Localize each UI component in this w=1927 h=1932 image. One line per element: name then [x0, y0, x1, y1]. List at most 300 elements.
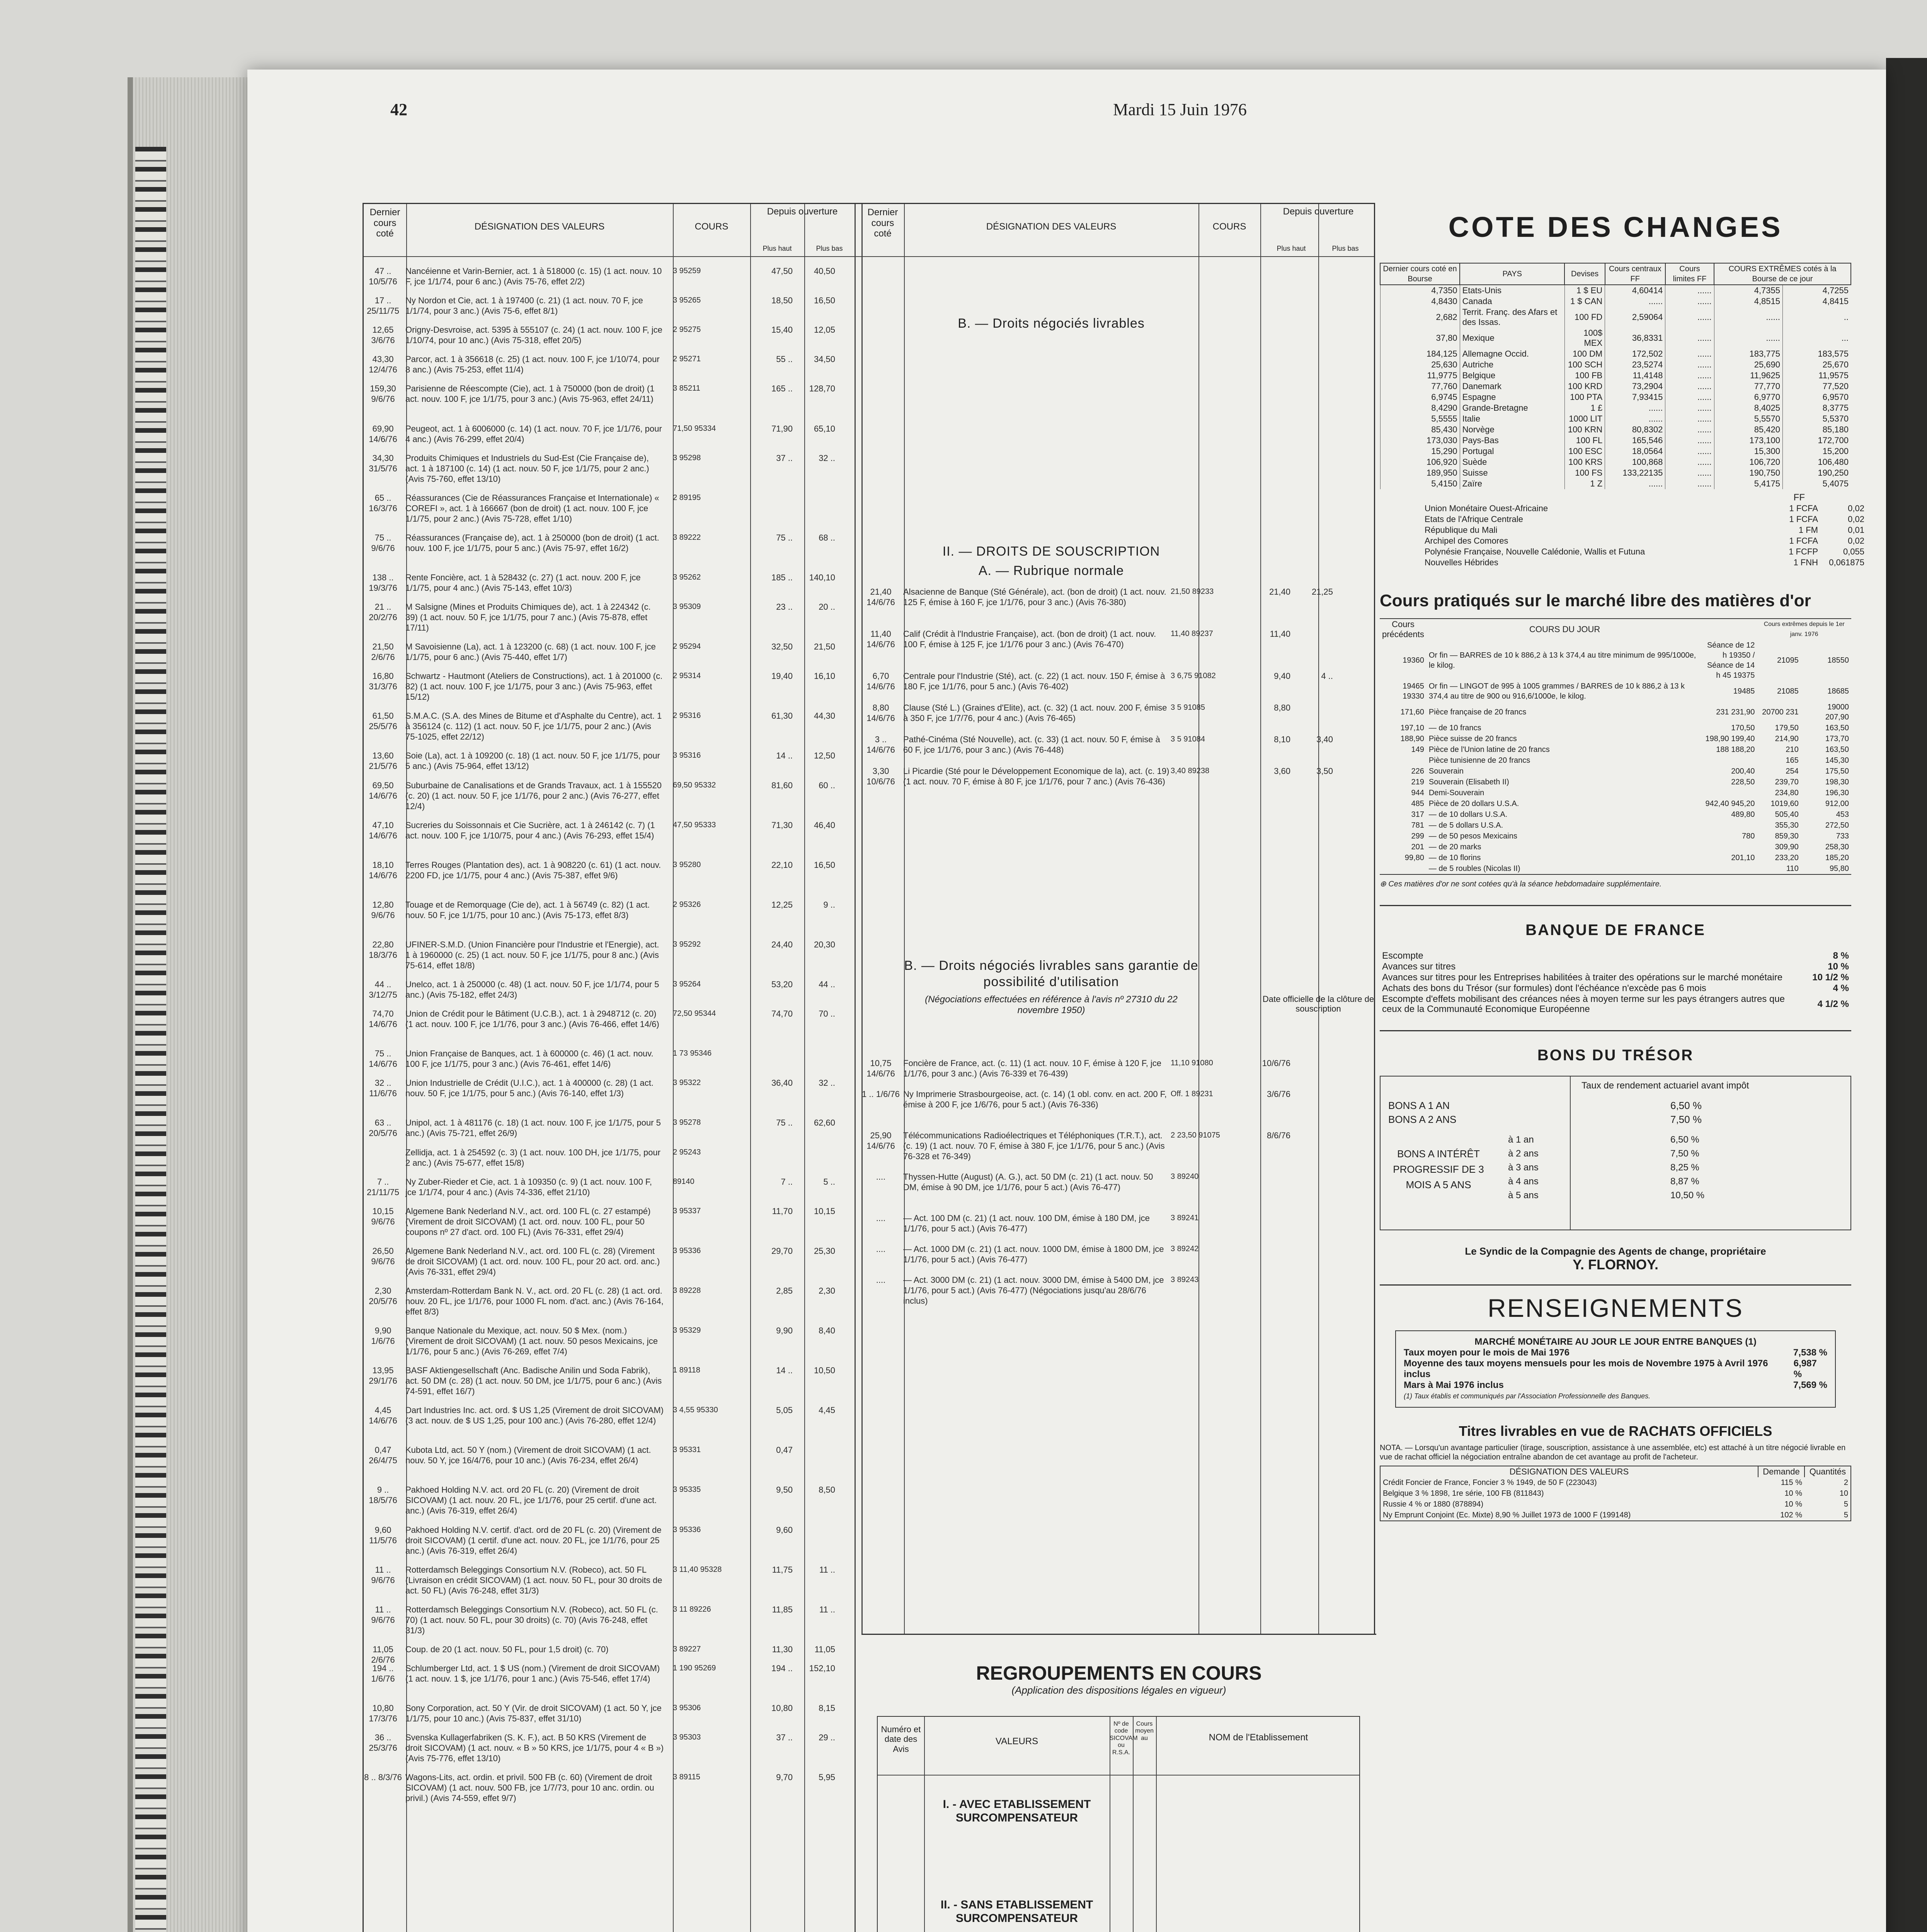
regroupements-panel: [861, 1634, 1376, 1932]
changes-cell: 106,720: [1714, 457, 1782, 468]
stock-code: 3 89227: [673, 1645, 701, 1653]
gold-cell: 198,90 199,40: [1705, 735, 1755, 743]
changes-cell: 4,7350: [1380, 285, 1460, 296]
stock-code: 1 190 95269: [673, 1663, 716, 1672]
stock-low: 32 ..: [819, 453, 835, 463]
changes-cell: 183,775: [1714, 349, 1782, 359]
stock-code: 89140: [673, 1177, 695, 1186]
stock-date: 9,60 11/5/76: [369, 1525, 397, 1545]
gold-cell: 210: [1786, 745, 1799, 754]
zone-cell: 1 FCFA: [1789, 536, 1818, 546]
stock-high: 74,70: [771, 1009, 793, 1019]
b2-stock-title: — Act. 1000 DM (c. 21) (1 act. nouv. 1000 DM, émise à 1800 DM, jce 1/1/76, pour 5 act.) (Avis 76-477): [903, 1244, 1164, 1264]
changes-row: [1380, 328, 1851, 349]
zone-cell: 1 FCFA: [1789, 503, 1818, 513]
gold-cell: 99,80: [1404, 854, 1424, 862]
stock-low: 20 ..: [819, 602, 835, 612]
zone-cell: 1 FNH: [1793, 558, 1818, 567]
zone-cell: 1 FCFP: [1789, 547, 1818, 556]
changes-cell: ......: [1665, 349, 1714, 359]
rens-label: Moyenne des taux moyens mensuels pour les mois de Novembre 1975 à Avril 1976 inclus: [1404, 1358, 1768, 1379]
stock-high: 11,75: [772, 1565, 793, 1575]
gold-row: [1380, 723, 1851, 733]
changes-cell: ......: [1665, 424, 1714, 435]
col2-since-header: Depuis ouverture: [1283, 206, 1354, 217]
page-number: 42: [390, 100, 407, 119]
changes-cell: 4,7255: [1783, 285, 1851, 296]
gold-cell: 781: [1411, 821, 1424, 830]
right-stock-date: 11,40 14/6/76: [866, 629, 895, 649]
changes-row: [1380, 285, 1851, 296]
gold-cell: 226: [1411, 767, 1424, 776]
stock-title: Nancéienne et Varin-Bernier, act. 1 à 518000 (c. 15) (1 act. nouv. 10 F, jce 1/1/74, pour 6 anc.) (Avis 75-76, effet 2/2): [405, 266, 662, 286]
changes-cell: 77,760: [1380, 381, 1460, 392]
right-stock-code: 3,40 89238: [1171, 767, 1210, 775]
stock-code: 3 95309: [673, 602, 701, 611]
bdf-rate: 4 %: [1833, 983, 1849, 993]
stock-high: 61,30: [771, 711, 793, 721]
stock-high: 12,25: [771, 900, 793, 910]
gold-cell: 231 231,90: [1716, 708, 1755, 716]
stock-low: 4,45: [819, 1405, 835, 1415]
changes-cell: Espagne: [1460, 392, 1564, 403]
changes-cell: 190,750: [1714, 468, 1782, 478]
zone-cell: Polynésie Française, Nouvelle Calédonie, Wallis et Futuna: [1425, 547, 1645, 556]
rens-label: Mars à Mai 1976 inclus: [1404, 1380, 1504, 1390]
gold-cell: Demi-Souverain: [1428, 789, 1484, 797]
changes-cell: 2,682: [1380, 307, 1460, 328]
gold-row: [1380, 798, 1851, 809]
stock-low: 2,30: [819, 1286, 835, 1296]
stock-date: 9 .. 18/5/76: [369, 1485, 397, 1505]
gold-cell: 912,00: [1825, 799, 1849, 808]
stock-code: 3 95298: [673, 453, 701, 462]
stock-code: 3 11 89226: [673, 1605, 711, 1614]
gold-cell: 254: [1786, 767, 1799, 776]
stock-low: 44,30: [814, 711, 835, 721]
gold-row: [1380, 702, 1851, 723]
rachats-row: [1380, 1477, 1851, 1488]
stock-title: Origny-Desvroise, act. 5395 à 555107 (c. 24) (1 act. nouv. 100 F, jce 1/10/74, pour 10 anc.) (Avis 75-318, effet 20/5): [405, 325, 662, 345]
zone-cell: République du Mali: [1425, 525, 1498, 535]
prog-rate: 10,50 %: [1670, 1190, 1705, 1201]
right-stock-date: 3 .. 14/6/76: [866, 735, 895, 755]
changes-cell: 1 $ EU: [1564, 285, 1605, 296]
changes-cell: Italie: [1460, 413, 1564, 424]
gold-cell: [1703, 842, 1757, 852]
changes-cell: 100 ESC: [1564, 446, 1605, 457]
gold-row: [1380, 733, 1851, 744]
zone-row: [1422, 557, 1867, 568]
col-low-header: Plus bas: [816, 245, 843, 252]
gold-row: [1380, 766, 1851, 777]
b2-stock-date: 25,90 14/6/76: [866, 1131, 895, 1151]
stock-date: 16,80 31/3/76: [369, 671, 397, 692]
stock-date: 18,10 14/6/76: [369, 860, 397, 880]
stock-date: 12,80 9/6/76: [371, 900, 395, 920]
stock-code: 3 11,40 95328: [673, 1565, 722, 1574]
stock-code: 3 95303: [673, 1733, 701, 1742]
zone-cell: Etats de l'Afrique Centrale: [1425, 514, 1523, 524]
right-stock-low: 4 ..: [1321, 671, 1333, 681]
stock-high: 11,30: [772, 1644, 793, 1654]
stock-high: 37 ..: [776, 1733, 793, 1743]
changes-cell: 189,950: [1380, 468, 1460, 478]
gold-cell: 1019,60: [1770, 799, 1799, 808]
gold-cell: 201,10: [1731, 854, 1755, 862]
stock-low: 16,50: [814, 296, 835, 306]
stock-high: 7 ..: [781, 1177, 793, 1187]
gold-cell: Pièce de 20 dollars U.S.A.: [1428, 799, 1519, 808]
changes-cell: Portugal: [1460, 446, 1564, 457]
stock-high: 53,20: [771, 980, 793, 989]
changes-cell: ......: [1605, 478, 1665, 489]
rachats-nota: NOTA. — Lorsqu'un avantage particulier (tirage, souscription, assistance à une assemblée, etc) est attaché à un titre négocié livrable en vue de rachat officiel la négociation entraîne abandon de cet avantage au profit de l'acheteur.: [1380, 1444, 1846, 1461]
stock-high: 71,90: [771, 423, 793, 434]
page-date: Mardi 15 Juin 1976: [1113, 100, 1247, 119]
changes-cell: ......: [1665, 296, 1714, 307]
gold-cell: [1703, 787, 1757, 798]
stock-low: 5,95: [819, 1772, 835, 1782]
zone-cell: Union Monétaire Ouest-Africaine: [1425, 503, 1548, 513]
changes-row: [1380, 349, 1851, 359]
stock-title: Schlumberger Ltd, act. 1 $ US (nom.) (Virement de droit SICOVAM) (1 act. nouv. 1 $, jce 1/1/76, pour 1 anc.) (Avis 75-546, effet 17/4): [405, 1663, 660, 1684]
stock-code: 72,50 95344: [673, 1009, 716, 1018]
stock-code: 2 95275: [673, 325, 701, 334]
stock-code: 3 95292: [673, 940, 701, 949]
gold-cell: 780: [1742, 832, 1755, 840]
bdf-title: BANQUE DE FRANCE: [1525, 922, 1706, 939]
stock-date: 138 .. 19/3/76: [369, 572, 397, 593]
zone-row: [1422, 546, 1867, 557]
gold-cell: 505,40: [1775, 810, 1799, 819]
changes-cell: 4,60414: [1605, 285, 1665, 296]
zone-row: [1422, 536, 1867, 546]
zone-cell: 0,02: [1848, 536, 1864, 546]
col-last-header: Dernier cours coté: [369, 207, 400, 239]
right-stock-high: 8,80: [1274, 703, 1290, 713]
prog-rate: 6,50 %: [1670, 1134, 1699, 1145]
stock-high: 14 ..: [776, 751, 793, 761]
changes-header: Cours centraux FF: [1605, 263, 1665, 285]
stock-code: 47,50 95333: [673, 820, 716, 829]
changes-cell: 11,4148: [1605, 370, 1665, 381]
changes-cell: ......: [1665, 381, 1714, 392]
stock-code: 3 95331: [673, 1446, 701, 1454]
rens-note: (1) Taux établis et communiqués par l'Association Professionnelle des Banques.: [1404, 1392, 1651, 1400]
gold-row: [1380, 755, 1851, 766]
changes-cell: Mexique: [1460, 328, 1564, 349]
stock-date: 69,50 14/6/76: [369, 780, 397, 801]
stock-code: 3 95280: [673, 860, 701, 869]
changes-cell: 172,700: [1783, 435, 1851, 446]
stock-title: Rente Foncière, act. 1 à 528432 (c. 27) (1 act. nouv. 200 F, jce 1/1/75, pour 4 anc.) (Avis 75-143, effet 10/3): [405, 572, 641, 593]
bons-label: BONS A 2 ANS: [1388, 1114, 1457, 1125]
changes-cell: 100 PTA: [1564, 392, 1605, 403]
stock-date: 69,90 14/6/76: [369, 423, 397, 444]
gold-cell: [1703, 863, 1757, 874]
b2-stock-title: — Act. 100 DM (c. 21) (1 act. nouv. 100 DM, émise à 180 DM, jce 1/1/76, pour 5 act.) (Avis 76-477): [903, 1213, 1150, 1233]
stock-low: 128,70: [809, 384, 835, 394]
changes-cell: 5,5555: [1380, 413, 1460, 424]
rachats-row: [1380, 1510, 1851, 1521]
changes-cell: Grande-Bretagne: [1460, 403, 1564, 413]
stock-title: Ny Nordon et Cie, act. 1 à 197400 (c. 21) (1 act. nouv. 70 F, jce 1/1/74, pour 3 anc.) (Avis 75-6, effet 8/1): [405, 296, 643, 316]
regroupements-title: REGROUPEMENTS EN COURS: [976, 1662, 1262, 1684]
rachats-cell: 10 %: [1784, 1489, 1802, 1498]
listing-frame: [363, 203, 1375, 1932]
gold-cell: 453: [1836, 810, 1849, 819]
gold-note: ⊕ Ces matières d'or ne sont cotées qu'à la séance hebdomadaire supplémentaire.: [1380, 880, 1662, 888]
changes-table: [1380, 263, 1851, 489]
right-stock-low: 21,25: [1311, 587, 1333, 597]
stock-high: 71,30: [771, 820, 793, 830]
changes-cell: 15,300: [1714, 446, 1782, 457]
stock-code: 3 95322: [673, 1078, 701, 1087]
stock-title: Coup. de 20 (1 act. nouv. 50 FL, pour 1,5 droit) (c. 70): [405, 1644, 609, 1654]
gold-cell: Souverain (Elisabeth II): [1428, 778, 1509, 786]
right-stock-low: 3,40: [1316, 735, 1333, 744]
stock-code: 3 95336: [673, 1246, 701, 1255]
rens-row: [1404, 1358, 1827, 1380]
rens-rate: 7,569 %: [1793, 1380, 1827, 1390]
changes-row: [1380, 359, 1851, 370]
changes-cell: ......: [1665, 478, 1714, 489]
stock-high: 14 ..: [776, 1366, 793, 1376]
changes-cell: 25,690: [1714, 359, 1782, 370]
changes-cell: 7,93415: [1605, 392, 1665, 403]
rachats-cell: 10 %: [1784, 1500, 1802, 1509]
changes-cell: 100,868: [1605, 457, 1665, 468]
changes-cell: 11,9575: [1783, 370, 1851, 381]
changes-header: COURS EXTRÊMES cotés à la Bourse de ce jour: [1714, 263, 1851, 285]
gold-cell: 219: [1411, 778, 1424, 786]
stock-title: Wagons-Lits, act. ordin. et privil. 500 FB (c. 60) (Virement de droit SICOVAM) (1 act. nouv. 500 FB, jce 1/7/73, pour 10 anc. ordin. ou privil.) (Avis 74-559, effet 9/7): [405, 1772, 654, 1803]
bons-prog-label: BONS A INTÉRÊT PROGRESSIF DE 3 MOIS A 5 ANS: [1393, 1148, 1484, 1190]
right-stock-high: 11,40: [1270, 629, 1290, 639]
stock-code: 69,50 95332: [673, 781, 716, 789]
b2-stock-title: — Act. 3000 DM (c. 21) (1 act. nouv. 3000 DM, émise à 5400 DM, jce 1/1/76, pour 5 act.) (Avis 76-477) (Négociations jusqu'au 28/6/76 inclus): [903, 1275, 1164, 1306]
stock-low: 12,50: [814, 751, 835, 761]
stock-date: 47 .. 10/5/76: [369, 266, 397, 286]
gold-cell: 214,90: [1775, 735, 1799, 743]
right-stock-high: 8,10: [1274, 735, 1290, 744]
gold-cell: 309,90: [1775, 843, 1799, 851]
changes-cell: 100 KRD: [1564, 381, 1605, 392]
zone-cell: 1 FM: [1798, 525, 1818, 535]
changes-cell: ......: [1665, 370, 1714, 381]
gold-cell: 149: [1411, 745, 1424, 754]
rens-row: [1404, 1380, 1827, 1391]
changes-cell: 100 FD: [1564, 307, 1605, 328]
right-stock-code: 3 6,75 91082: [1171, 672, 1216, 680]
changes-cell: Danemark: [1460, 381, 1564, 392]
stock-date: 34,30 31/5/76: [369, 453, 397, 473]
stock-low: 152,10: [809, 1663, 835, 1673]
gold-row: [1380, 777, 1851, 787]
gold-cell: — de 5 dollars U.S.A.: [1428, 821, 1503, 830]
bdf-rate: 4 1/2 %: [1817, 999, 1849, 1009]
gold-cell: Souverain: [1428, 767, 1464, 776]
changes-cell: 85,180: [1783, 424, 1851, 435]
right-stock-date: 21,40 14/6/76: [866, 587, 895, 607]
gold-cell: 196,30: [1825, 789, 1849, 797]
changes-cell: 25,670: [1783, 359, 1851, 370]
changes-cell: ......: [1665, 435, 1714, 446]
gold-cell: 489,80: [1731, 810, 1755, 819]
changes-cell: ......: [1605, 403, 1665, 413]
changes-cell: ......: [1665, 457, 1714, 468]
changes-cell: Etats-Unis: [1460, 285, 1564, 296]
stock-high: 36,40: [771, 1078, 793, 1088]
stock-high: 23 ..: [776, 602, 793, 612]
right-column: [1380, 203, 1864, 1521]
rachats-cell: Russie 4 % or 1880 (878894): [1383, 1500, 1484, 1509]
changes-header: Dernier cours coté en Bourse: [1380, 263, 1460, 285]
rachats-table: [1380, 1466, 1851, 1521]
changes-row: [1380, 296, 1851, 307]
changes-cell: 8,4025: [1714, 403, 1782, 413]
stock-title: M Salsigne (Mines et Produits Chimiques de), act. 1 à 224342 (c. 39) (1 act. nouv. 50 F, jce 1/1/75, pour 7 anc.) (Avis 75-878, effet 17/11): [405, 602, 651, 633]
bdf-rate: 10 %: [1828, 961, 1849, 972]
col2-low-header: Plus bas: [1332, 245, 1359, 252]
changes-cell: Suède: [1460, 457, 1564, 468]
changes-cell: 1 $ CAN: [1564, 296, 1605, 307]
zone-row: [1422, 514, 1867, 525]
b2-stock-code: Off. 1 89231: [1171, 1090, 1213, 1098]
changes-cell: 4,7355: [1714, 285, 1782, 296]
rens-rate: 6,987 %: [1793, 1358, 1817, 1379]
changes-cell: 106,920: [1380, 457, 1460, 468]
gold-cell: 317: [1411, 810, 1424, 819]
rachats-cell: 102 %: [1780, 1511, 1802, 1519]
stock-high: 165 ..: [771, 384, 793, 394]
bdf-label: Escompte: [1382, 951, 1423, 961]
changes-cell: 15,200: [1783, 446, 1851, 457]
changes-row: [1380, 370, 1851, 381]
stock-title: Sucreries du Soissonnais et Cie Sucrière, act. 1 à 246142 (c. 7) (1 act. nouv. 100 F, jce 1/10/75, pour 4 anc.) (Avis 76-293, effet 15/4): [405, 820, 655, 840]
stock-high: 75 ..: [776, 1118, 793, 1128]
b2-stock-code: 3 89242: [1171, 1245, 1199, 1253]
stock-code: 3 89228: [673, 1286, 701, 1295]
rens-row: [1404, 1347, 1827, 1358]
gold-cell: 233,20: [1775, 854, 1799, 862]
changes-cell: 85,420: [1714, 424, 1782, 435]
b2-stock-title: Thyssen-Hutte (August) (A. G.), act. 50 DM (c. 21) (1 act. nouv. 50 DM, émise à 90 DM, jce 1/1/76, pour 5 act.) (Avis 76-477): [903, 1172, 1153, 1192]
gold-row: [1380, 842, 1851, 852]
changes-cell: 6,9570: [1783, 392, 1851, 403]
changes-cell: 172,502: [1605, 349, 1665, 359]
stock-low: 40,50: [814, 266, 835, 276]
stock-title: Parisienne de Réescompte (Cie), act. 1 à 750000 (bon de droit) (1 act. nouv. 100 F, jce 1/1/75, pour 3 anc.) (Avis 75-963, effet 24/11): [405, 384, 655, 404]
col2-high-header: Plus haut: [1277, 245, 1306, 252]
rachats-h-demande: Demande: [1758, 1466, 1804, 1477]
changes-cell: ......: [1714, 328, 1782, 349]
stock-date: 44 .. 3/12/75: [369, 980, 397, 1000]
changes-cell: 100 FB: [1564, 370, 1605, 381]
changes-row: [1380, 478, 1851, 489]
changes-cell: ......: [1665, 285, 1714, 296]
stock-low: 11 ..: [819, 1604, 835, 1614]
gold-cell: 179,50: [1775, 724, 1799, 732]
changes-row: [1380, 424, 1851, 435]
changes-cell: 5,4150: [1380, 478, 1460, 489]
prog-term: à 2 ans: [1508, 1148, 1539, 1159]
stock-date: 0,47 26/4/75: [369, 1445, 397, 1466]
changes-cell: 5,5370: [1783, 413, 1851, 424]
book-spine-pattern: [135, 147, 166, 1932]
col2-designation-header: DÉSIGNATION DES VALEURS: [986, 221, 1117, 232]
bdf-row: [1380, 951, 1851, 961]
stock-title: Peugeot, act. 1 à 6006000 (c. 14) (1 act. nouv. 70 F, jce 1/1/76, pour 4 anc.) (Avis 76-299, effet 20/4): [405, 423, 662, 444]
stock-date: 75 .. 9/6/76: [371, 532, 395, 553]
stock-code: 3 85211: [673, 384, 700, 393]
stock-high: 9,60: [776, 1525, 793, 1535]
changes-cell: 100 FL: [1564, 435, 1605, 446]
stock-code: 3 95262: [673, 573, 701, 582]
gold-cell: 19465 19330: [1403, 682, 1424, 701]
gold-cell: Séance de 12 h 19350 / Séance de 14 h 45 19375: [1707, 641, 1755, 680]
b2-stock-title: Ny Imprimerie Strasbourgeoise, act. (c. 14) (1 obl. conv. en act. 200 F, émise à 200 F, jce 1/6/76, pour 5 act.) (Avis 76-336): [903, 1089, 1167, 1109]
stock-title: M Savoisienne (La), act. 1 à 123200 (c. 68) (1 act. nouv. 100 F, jce 1/1/75, pour 6 anc.) (Avis 75-440, effet 1/7): [405, 642, 656, 662]
gold-cell: [1380, 863, 1427, 874]
rachats-row: [1380, 1488, 1851, 1499]
changes-row: [1380, 457, 1851, 468]
changes-cell: 77,770: [1714, 381, 1782, 392]
zone-cell: 0,02: [1848, 503, 1864, 513]
right-stock-code: 21,50 89233: [1171, 587, 1214, 596]
b2-stock-code: 3 89241: [1171, 1214, 1199, 1222]
stock-high: 194 ..: [771, 1663, 793, 1673]
gold-cell: 200,40: [1731, 767, 1755, 776]
stock-low: 8,15: [819, 1703, 835, 1713]
b2-stock-date: ....: [876, 1213, 886, 1223]
stock-date: 21,50 2/6/76: [371, 642, 395, 662]
right-stock-code: 3 5 91084: [1171, 735, 1205, 743]
date-off-header: Date officielle de la clôture de souscription: [1262, 994, 1374, 1014]
changes-cell: 106,480: [1783, 457, 1851, 468]
stock-code: 2 95294: [673, 642, 701, 651]
bdf-table: [1380, 951, 1851, 1015]
gold-cell: 171,60: [1400, 708, 1424, 716]
stock-title: Suburbaine de Canalisations et de Grands Travaux, act. 1 à 155520 (c. 20) (1 act. nouv. 50 F, jce 1/1/76, pour 2 anc.) (Avis 76-277, effet 12/4): [405, 780, 662, 811]
gold-cell: 18685: [1827, 687, 1849, 696]
gold-row: [1380, 820, 1851, 831]
bdf-row: [1380, 961, 1851, 972]
right-stock-code: 3 5 91085: [1171, 703, 1205, 712]
changes-cell: 15,290: [1380, 446, 1460, 457]
changes-row: [1380, 381, 1851, 392]
changes-cell: ......: [1605, 296, 1665, 307]
stock-high: 9,50: [776, 1485, 793, 1495]
gold-cell: 188 188,20: [1716, 745, 1755, 754]
gold-h-prev: Cours précédents: [1382, 619, 1424, 639]
prog-rate: 7,50 %: [1670, 1148, 1699, 1159]
stock-date: 11,05 2/6/76: [371, 1644, 395, 1665]
gold-cell: 175,50: [1825, 767, 1849, 776]
zone-cell: 0,01: [1848, 525, 1864, 535]
right-stock-date: 3,30 10/6/76: [866, 766, 895, 786]
syndic-name: Y. FLORNOY.: [1572, 1257, 1659, 1272]
stock-low: 8,40: [819, 1326, 835, 1335]
right-stock-date: 6,70 14/6/76: [866, 671, 895, 691]
stock-code: 1 73 95346: [673, 1049, 712, 1058]
stock-title: Union Industrielle de Crédit (U.I.C.), act. 1 à 400000 (c. 28) (1 act. nouv. 50 F, jce 1/1/75, pour 5 anc.) (Avis 76-140, effet 1/3): [405, 1078, 654, 1099]
gold-cell: 355,30: [1775, 821, 1799, 830]
gold-cell: Or fin — LINGOT de 995 à 1005 grammes / BARRES de 10 k 886,2 à 13 k 374,4 au titre de 900 ou 916,6/1000e, le kilog.: [1428, 682, 1685, 701]
changes-row: [1380, 468, 1851, 478]
stock-title: Pakhoed Holding N.V. certif. d'act. ord de 20 FL (c. 20) (Virement de droit SICOVAM) (1 certif. d'une act. nouv. 20 FL, jce 1/1/76, pour 25 anc.) (Avis 76-319, effet 26/4): [405, 1525, 662, 1556]
